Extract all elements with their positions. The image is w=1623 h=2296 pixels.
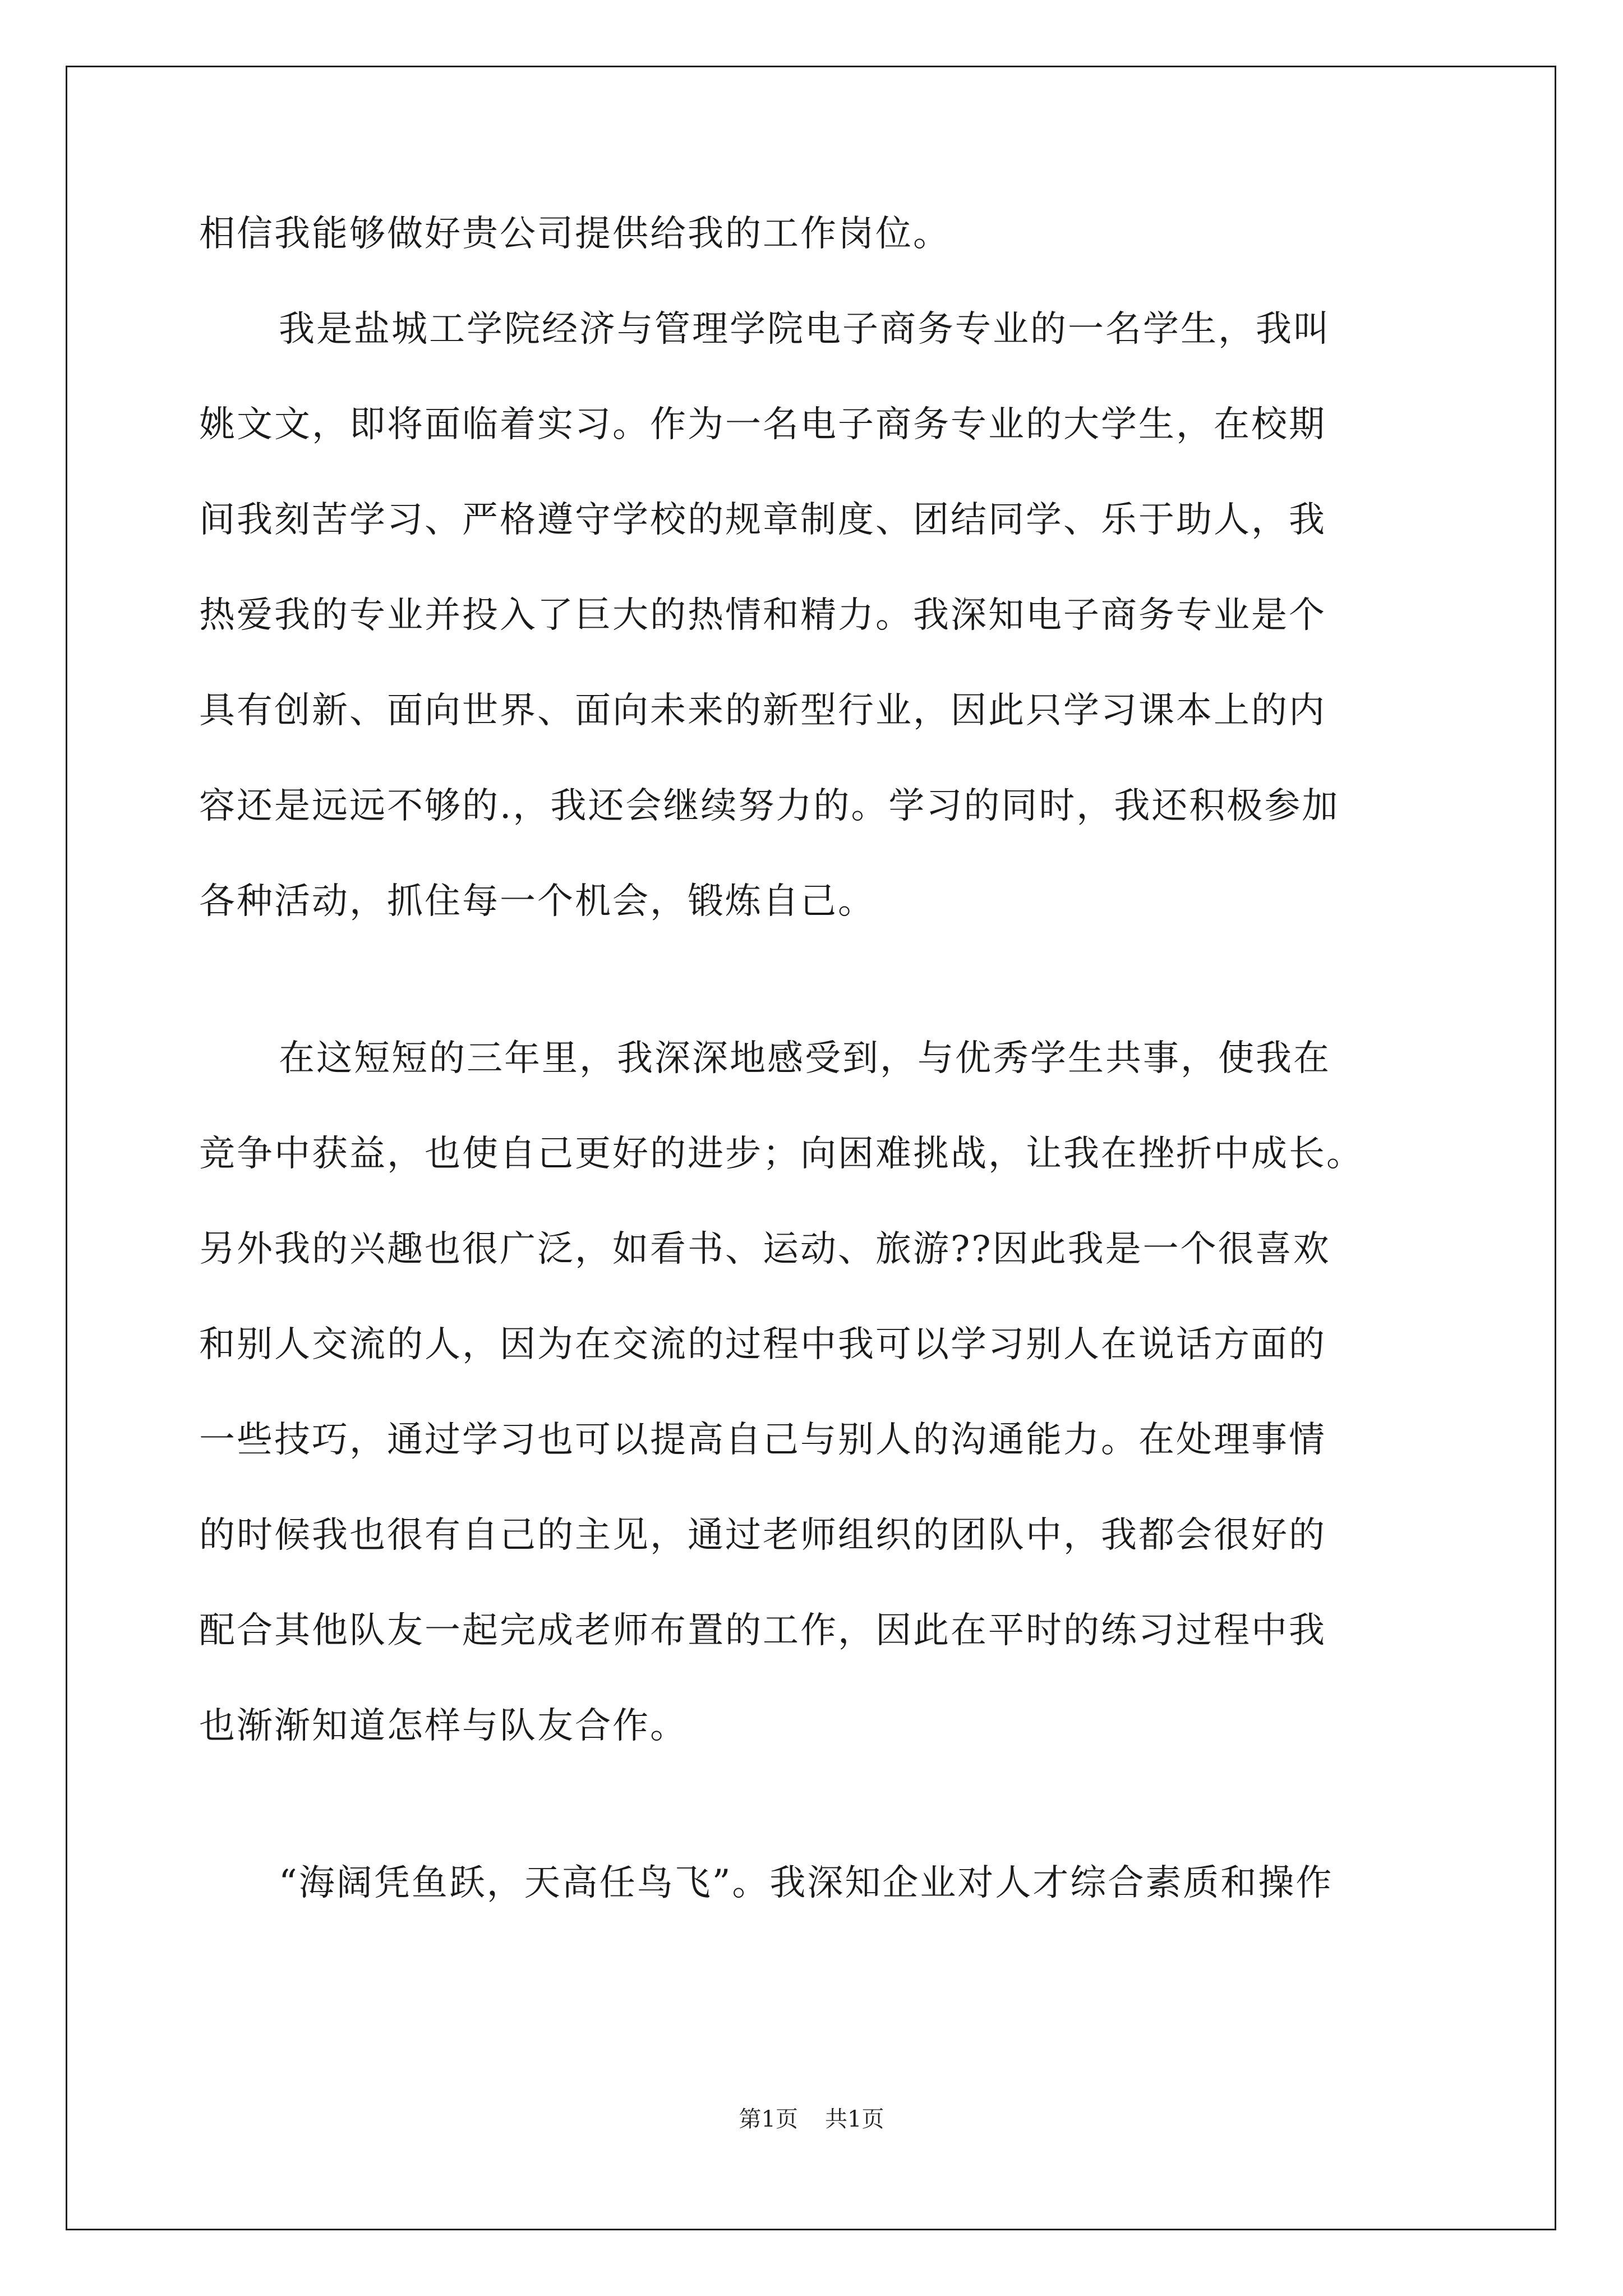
text-line: 姚文文，即将面临着实习。作为一名电子商务专业的大学生，在校期 bbox=[199, 404, 1326, 445]
text-line: 相信我能够做好贵公司提供给我的工作岗位。 bbox=[199, 213, 951, 255]
text-line: 热爱我的专业并投入了巨大的热情和精力。我深知电子商务专业是个 bbox=[199, 595, 1326, 636]
page-footer bbox=[0, 2105, 1623, 2134]
text-line: 竞争中获益，也使自己更好的进步；向困难挑战，让我在挫折中成长。 bbox=[199, 1133, 1364, 1175]
text-line: 我是盐城工学院经济与管理学院电子商务专业的一名学生，我叫 bbox=[279, 309, 1331, 350]
text-line: 配合其他队友一起完成老师布置的工作，因此在平时的练习过程中我 bbox=[199, 1610, 1326, 1651]
page-number: 第1页 bbox=[739, 2106, 798, 2132]
text-line: “海阔凭鱼跃，天高任鸟飞”。我深知企业对人才综合素质和操作 bbox=[279, 1862, 1334, 1904]
text-line: 容还是远远不够的.，我还会继续努力的。学习的同时，我还积极参加 bbox=[199, 785, 1340, 827]
text-line: 也渐渐知道怎样与队友合作。 bbox=[199, 1705, 688, 1747]
text-line: 的时候我也很有自己的主见，通过老师组织的团队中，我都会很好的 bbox=[199, 1515, 1326, 1556]
text-line: 在这短短的三年里，我深深地感受到，与优秀学生共事，使我在 bbox=[279, 1038, 1331, 1079]
text-line: 各种活动，抓住每一个机会，锻炼自己。 bbox=[199, 881, 875, 922]
text-line: 具有创新、面向世界、面向未来的新型行业，因此只学习课本上的内 bbox=[199, 690, 1326, 731]
text-line: 另外我的兴趣也很广泛，如看书、运动、旅游??因此我是一个很喜欢 bbox=[199, 1228, 1331, 1270]
text-line: 一些技巧，通过学习也可以提高自己与别人的沟通能力。在处理事情 bbox=[199, 1419, 1326, 1461]
text-line: 和别人交流的人，因为在交流的过程中我可以学习别人在说话方面的 bbox=[199, 1324, 1326, 1365]
text-line: 间我刻苦学习、严格遵守学校的规章制度、团结同学、乐于助人，我 bbox=[199, 499, 1326, 541]
page-total: 共1页 bbox=[825, 2106, 884, 2132]
